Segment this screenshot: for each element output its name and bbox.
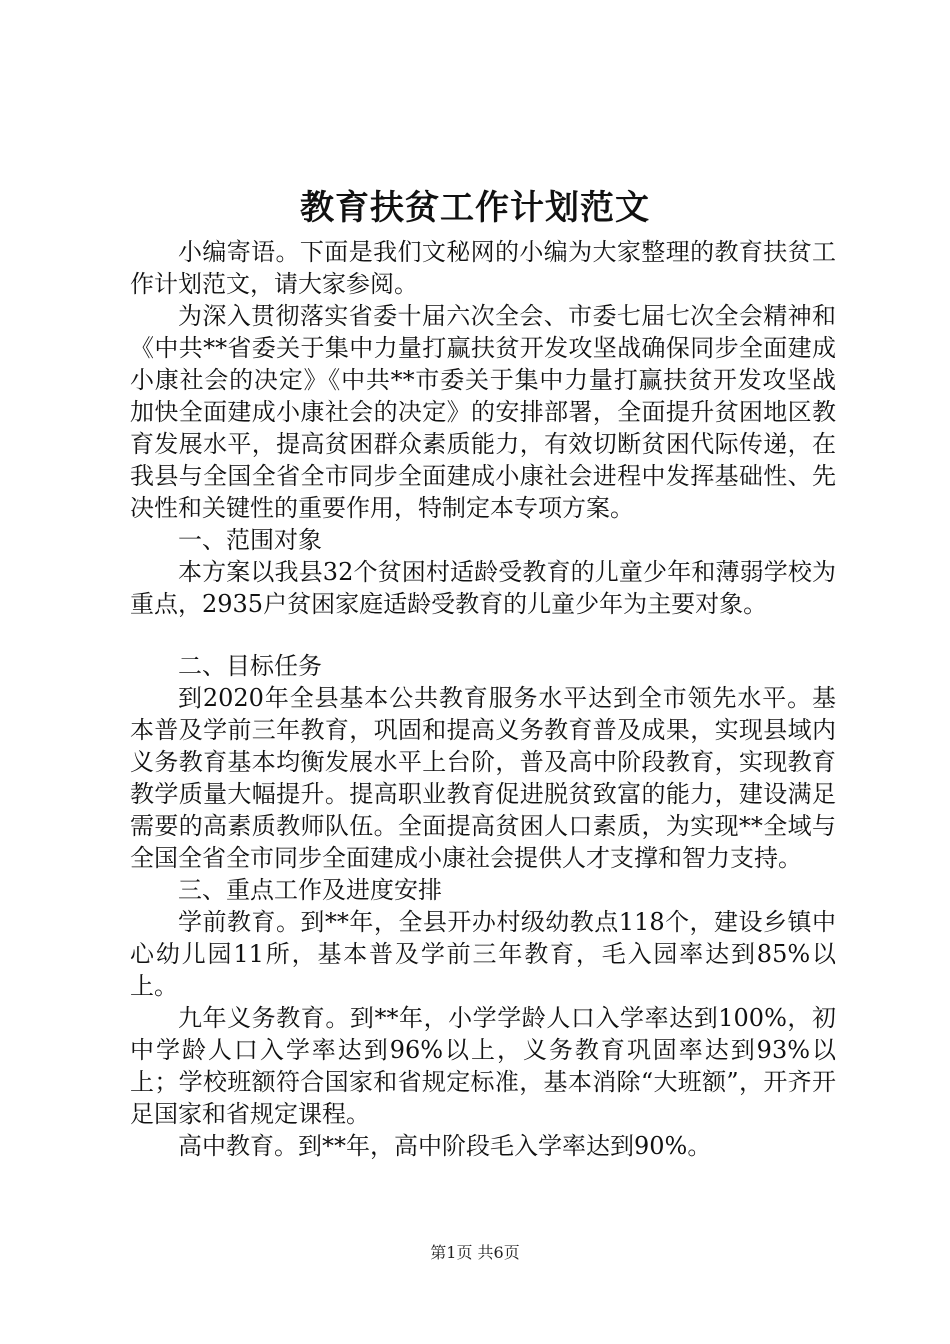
page-number-footer: 第1页 共6页	[430, 1243, 520, 1262]
paragraph-scope: 本方案以我县32个贫困村适龄受教育的儿童少年和薄弱学校为重点，2935户贫困家庭适龄受教育的儿童少年为主要对象。	[130, 558, 836, 618]
paragraph-intro: 小编寄语。下面是我们文秘网的小编为大家整理的教育扶贫工作计划范文，请大家参阅。	[130, 238, 836, 298]
document-title: 教育扶贫工作计划范文	[300, 188, 650, 228]
paragraph-spacer	[130, 620, 836, 650]
paragraph-high-school: 高中教育。到**年，高中阶段毛入学率达到90%。	[178, 1132, 712, 1160]
paragraph-compulsory: 九年义务教育。到**年，小学学龄人口入学率达到100%，初中学龄人口入学率达到96%以上，义务教育巩固率达到93%以上；学校班额符合国家和省规定标准，基本消除“大班额”，开齐开足国家和省规定课程。	[130, 1004, 836, 1128]
document-body	[130, 236, 836, 1162]
paragraph-goals: 到2020年全县基本公共教育服务水平达到全市领先水平。基本普及学前三年教育，巩固和提高义务教育普及成果，实现县域内义务教育基本均衡发展水平上台阶，普及高中阶段教育，实现教育教学质量大幅提升。提高职业教育促进脱贫致富的能力，建设满足需要的高素质教师队伍。全面提高贫困人口素质，为实现**全域与全国全省全市同步全面建成小康社会提供人才支撑和智力支持。	[130, 684, 836, 872]
section-heading-scope: 一、范围对象	[178, 526, 322, 554]
section-heading-key-work: 三、重点工作及进度安排	[178, 876, 442, 904]
paragraph-background: 为深入贯彻落实省委十届六次全会、市委七届七次全会精神和《中共**省委关于集中力量打赢扶贫开发攻坚战确保同步全面建成小康社会的决定》《中共**市委关于集中力量打赢扶贫开发攻坚战加快全面建成小康社会的决定》的安排部署，全面提升贫困地区教育发展水平，提高贫困群众素质能力，有效切断贫困代际传递，在我县与全国全省全市同步全面建成小康社会进程中发挥基础性、先决性和关键性的重要作用，特制定本专项方案。	[130, 302, 836, 522]
section-heading-goals: 二、目标任务	[178, 652, 322, 680]
paragraph-preschool: 学前教育。到**年，全县开办村级幼教点118个，建设乡镇中心幼儿园11所，基本普及学前三年教育，毛入园率达到85%以上。	[130, 908, 836, 1000]
